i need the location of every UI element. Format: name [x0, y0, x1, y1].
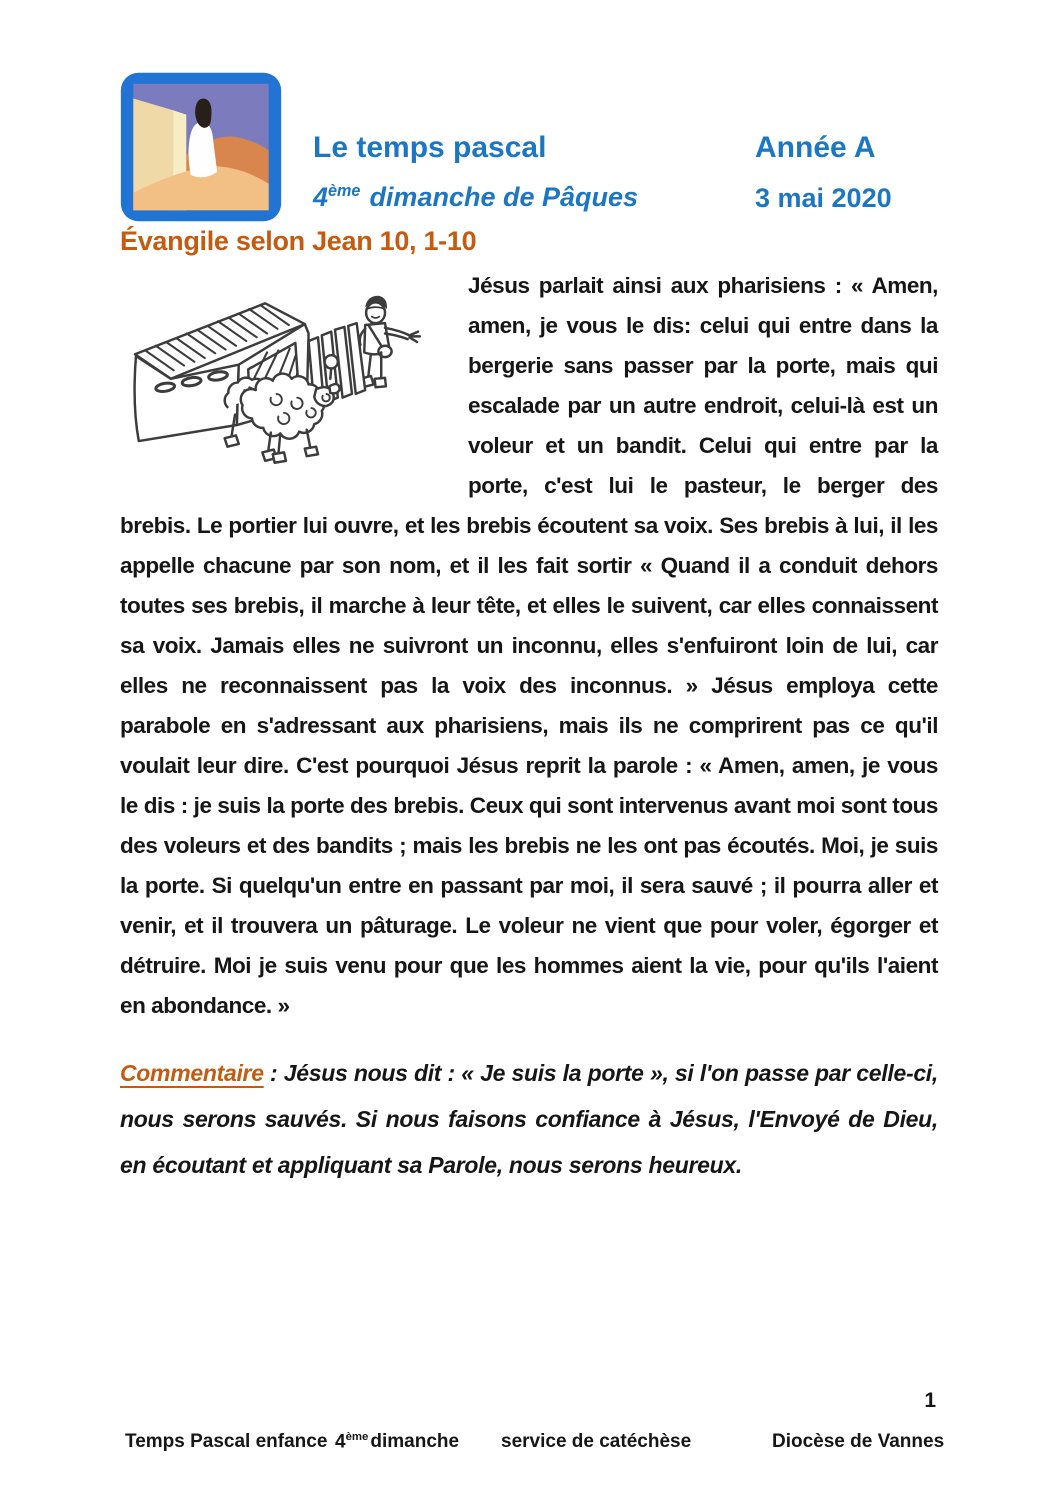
year-label: Année A — [755, 131, 876, 164]
footer-service: service de catéchèse — [501, 1431, 692, 1452]
footer-series: Temps Pascal enfance — [125, 1431, 328, 1452]
gospel-paragraph — [120, 266, 938, 1026]
footer-sunday-ordinal-suffix: ème — [345, 1431, 369, 1443]
page-number: 1 — [924, 1389, 936, 1412]
page-footer — [0, 1431, 1058, 1461]
sunday-number: 4 — [313, 182, 329, 212]
section-heading: Évangile selon Jean 10, 1-10 — [120, 226, 477, 256]
footer-diocese: Diocèse de Vannes — [772, 1431, 945, 1452]
sheep-pen-drawing — [120, 292, 450, 492]
sunday-text: dimanche de Pâques — [369, 182, 639, 212]
jesus-desert-logo — [120, 72, 282, 222]
commentary-text: Jésus nous dit : « Je suis la porte », si l'on passe par celle-ci, nous serons sauvés. Si nous faisons confiance à Jésus, l'Envoyé de Dieu, en écoutant et appliquant sa Parole, nous serons heureux. — [120, 1060, 938, 1178]
sunday-ordinal-suffix: ème — [328, 182, 361, 200]
commentary-paragraph — [120, 1050, 938, 1188]
sheep-pen-illustration — [120, 292, 450, 492]
gospel-text: Jésus parlait ainsi aux pharisiens : « Amen, amen, je vous le dis: celui qui entre dans la bergerie sans passer par la porte, mais qui escalade par un autre endroit, celui-là est un voleur et un bandit. Celui qui entre par la porte, c'est lui le pasteur, le berger des brebis. Le portier lui ouvre, et les brebis écoutent sa voix. Ses brebis à lui, il les appelle chacune par son nom, et il les fait sortir « Quand il a conduit dehors toutes ses brebis, il marche à leur tête, et elles le suivent, car elles connaissent sa voix. Jamais elles ne suivront un inconnu, elles s'enfuiront loin de lui, car elles ne reconnaissent pas la voix des inconnus. » Jésus employa cette parabole en s'adressant aux pharisiens, mais ils ne comprirent pas ce qu'il voulait leur dire. C'est pourquoi Jésus reprit la parole : « Amen, amen, je vous le dis : je suis la porte des brebis. Ceux qui sont intervenus avant moi sont tous des voleurs et des bandits ; mais les brebis ne les ont pas écoutés. Moi, je suis la porte. Si quelqu'un entre en passant par moi, il sera sauvé ; il pourra aller et venir, et il trouvera un pâturage. Le voleur ne vient que pour voler, égorger et détruire. Moi je suis venu pour que les hommes aient la vie, pour qu'ils l'aient en abondance. » — [120, 273, 938, 1018]
footer-sunday — [335, 1431, 459, 1453]
page-body — [120, 224, 938, 1188]
jesus-desert-image — [120, 72, 282, 222]
footer-sunday-number: 4 — [335, 1431, 346, 1453]
commentary-label: Commentaire — [120, 1060, 264, 1086]
footer-sunday-text: dimanche — [370, 1431, 460, 1453]
sunday-subtitle — [313, 182, 638, 213]
date-label: 3 mai 2020 — [755, 183, 892, 213]
document-title: Le temps pascal — [313, 131, 547, 164]
commentary-separator: : — [263, 1060, 284, 1086]
